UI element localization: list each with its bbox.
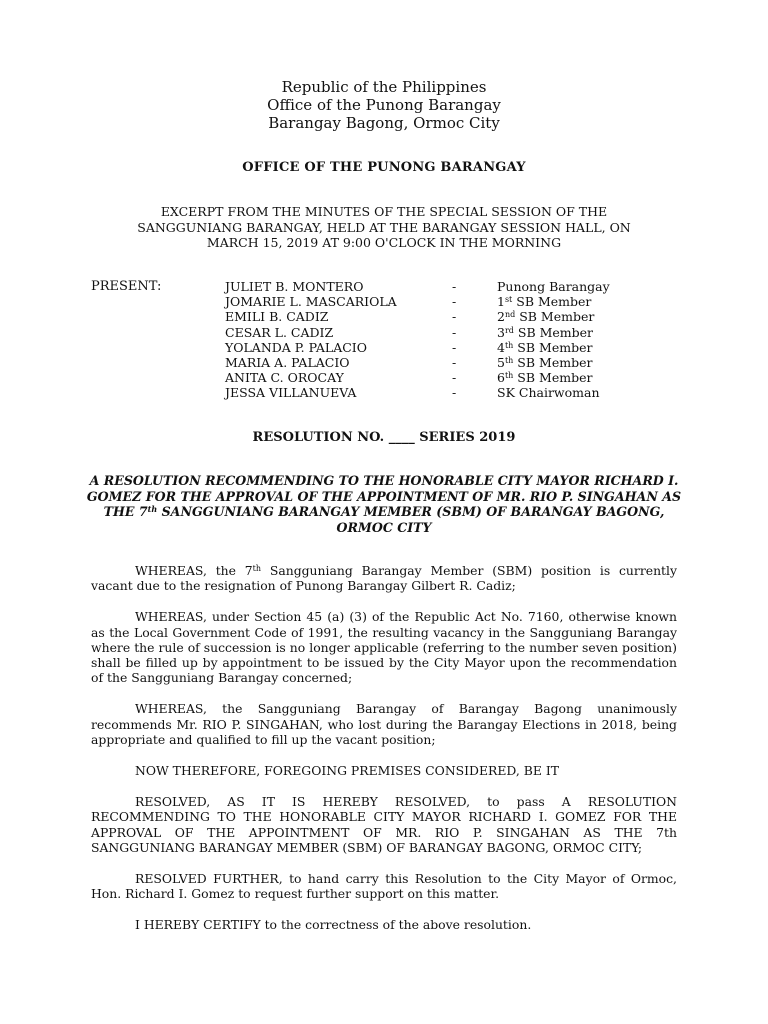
member-name: YOLANDA P. PALACIO xyxy=(225,339,367,355)
member-dash: - xyxy=(452,279,457,294)
member-position: 2nd SB Member xyxy=(497,309,595,325)
member-position: 6th SB Member xyxy=(497,370,593,386)
member-name: MARIA A. PALACIO xyxy=(225,354,350,370)
roster-row xyxy=(0,279,768,294)
member-name: JULIET B. MONTERO xyxy=(225,279,364,294)
resolution-body xyxy=(91,563,677,949)
member-dash: - xyxy=(452,309,457,325)
whereas-paragraph-1: WHEREAS, the 7th Sangguniang Barangay Member (SBM) position is currently vacant due to the resignation of Punong Barangay Gilbert R. Cadiz; xyxy=(91,563,677,594)
member-dash: - xyxy=(452,324,457,340)
roster-row xyxy=(0,309,768,324)
roster-row xyxy=(0,355,768,370)
resolved-further-paragraph: RESOLVED FURTHER, to hand carry this Resolution to the City Mayor of Ormoc, Hon. Richard I. Gomez to request further support on this matter. xyxy=(91,871,677,902)
member-name: CESAR L. CADIZ xyxy=(225,324,334,340)
whereas-paragraph-3: WHEREAS, the Sangguniang Barangay of Barangay Bagong unanimously recommends Mr. RIO P. SINGAHAN, who lost during the Barangay Elections in 2018, being appropriate and qualified to fill up the vacant position; xyxy=(91,701,677,747)
now-therefore-paragraph: NOW THEREFORE, FOREGOING PREMISES CONSIDERED, BE IT xyxy=(135,763,560,779)
member-name: ANITA C. OROCAY xyxy=(225,370,344,386)
resolved-paragraph: RESOLVED, AS IT IS HEREBY RESOLVED, to pass A RESOLUTION RECOMMENDING TO THE HONORABLE CITY MAYOR RICHARD I. GOMEZ FOR THE APPROVAL OF THE APPOINTMENT OF MR. RIO P. SINGAHAN AS THE 7th SANGGUNIANG BARANGAY MEMBER (SBM) OF BARANGAY BAGONG, ORMOC CITY; xyxy=(91,794,677,855)
member-dash: - xyxy=(452,370,457,386)
member-position: Punong Barangay xyxy=(497,279,610,294)
member-name: EMILI B. CADIZ xyxy=(225,309,329,325)
letterhead-line-2: Office of the Punong Barangay xyxy=(267,96,501,114)
member-name: JESSA VILLANUEVA xyxy=(225,385,357,401)
letterhead-line-1: Republic of the Philippines xyxy=(281,78,487,96)
roster-row xyxy=(0,370,768,385)
present-label: PRESENT: xyxy=(91,279,162,294)
member-name: JOMARIE L. MASCARIOLA xyxy=(225,294,397,310)
member-dash: - xyxy=(452,294,457,310)
member-position: 3rd SB Member xyxy=(497,324,594,340)
member-dash: - xyxy=(452,354,457,370)
member-dash: - xyxy=(452,339,457,355)
member-dash: - xyxy=(452,385,457,401)
roster-row xyxy=(0,325,768,340)
roster-row xyxy=(0,385,768,400)
letterhead-line-3: Barangay Bagong, Ormoc City xyxy=(268,114,500,132)
excerpt-heading: EXCERPT FROM THE MINUTES OF THE SPECIAL SESSION OF THE SANGGUNIANG BARANGAY, HELD AT THE BARANGAY SESSION HALL, ON MARCH 15, 2019 AT 9:00 O'CLOCK IN THE MORNING xyxy=(137,204,631,250)
letterhead xyxy=(0,78,768,132)
resolution-number: RESOLUTION NO. ____ SERIES 2019 xyxy=(252,430,516,445)
member-position: 4th SB Member xyxy=(497,339,593,355)
roster-row xyxy=(0,294,768,309)
member-position: SK Chairwoman xyxy=(497,385,600,401)
member-position: 5th SB Member xyxy=(497,354,593,370)
attendance-roster xyxy=(0,279,768,401)
whereas-paragraph-2: WHEREAS, under Section 45 (a) (3) of the Republic Act No. 7160, otherwise known as the Local Government Code of 1991, the resulting vacancy in the Sangguniang Barangay where the rule of succession is no longer applicable (referring to the number seven position) shall be filled up by appointment to be issued by the City Mayor upon the recommendation of the Sangguniang Barangay concerned; xyxy=(91,609,677,686)
resolution-title: A RESOLUTION RECOMMENDING TO THE HONORABLE CITY MAYOR RICHARD I. GOMEZ FOR THE APPROVAL OF THE APPOINTMENT OF MR. RIO P. SINGAHAN AS THE 7th SANGGUNIANG BARANGAY MEMBER (SBM) OF BARANGAY BAGONG, ORMOC CITY xyxy=(86,473,682,535)
member-position: 1st SB Member xyxy=(497,294,592,310)
roster-row xyxy=(0,340,768,355)
office-title: OFFICE OF THE PUNONG BARANGAY xyxy=(242,160,526,175)
certification-paragraph: I HEREBY CERTIFY to the correctness of the above resolution. xyxy=(135,917,532,933)
